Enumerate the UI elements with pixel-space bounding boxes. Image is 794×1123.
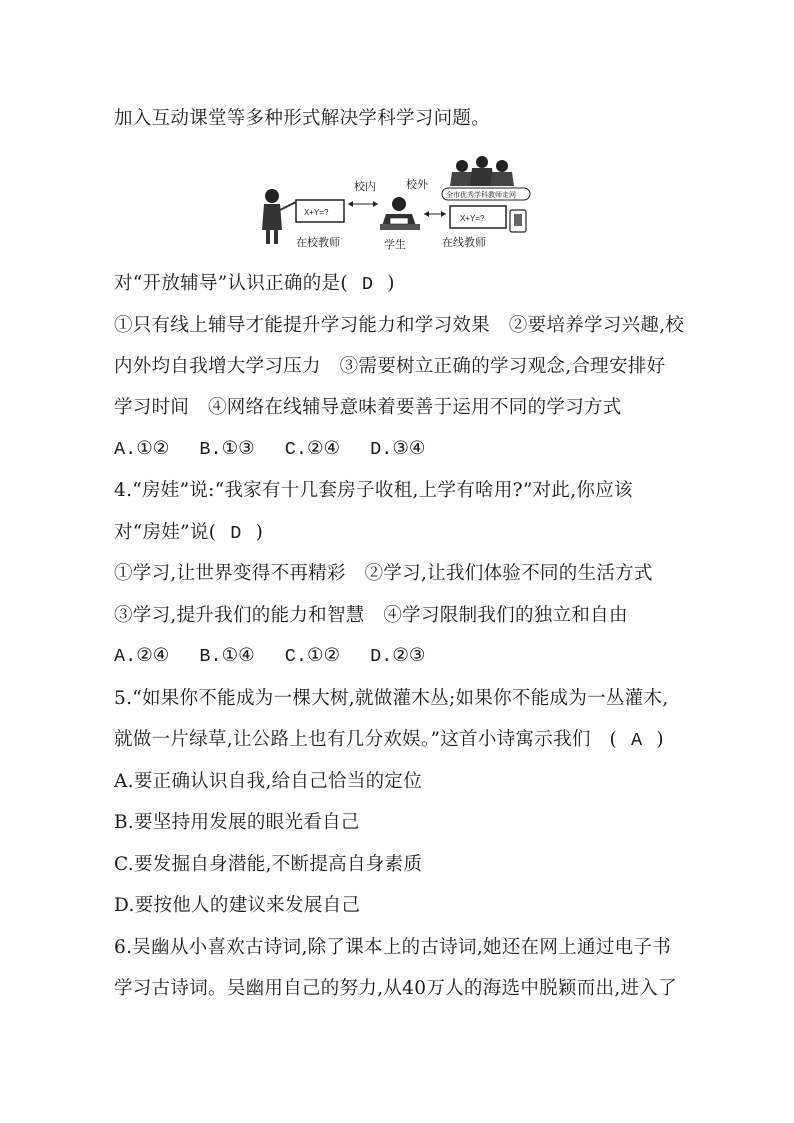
q4-option-d: D.②③ (370, 646, 426, 667)
q5-option-d: D.要按他人的建议来发展自己 (114, 895, 361, 916)
q4-answer: D (230, 523, 242, 544)
student-figure (380, 197, 420, 230)
q5-option-a: A.要正确认识自我,给自己恰当的定位 (114, 771, 423, 792)
q3-stem: 对“开放辅导”认识正确的是( D ) (114, 271, 395, 298)
q3-answer: D (361, 274, 374, 295)
online-teachers-group (450, 156, 514, 186)
q5-stem-line-1: 5.“如果你不能成为一棵大树,就做灌木丛;如果你不能成为一丛灌木, (114, 688, 669, 709)
q4-statement-line-1: ①学习,让世界变得不再精彩 ②学习,让我们体验不同的生活方式 (114, 563, 653, 584)
q4-statement-line-2: ③学习,提升我们的能力和智慧 ④学习限制我们的独立和自由 (114, 605, 628, 626)
banner-text: 全市优秀学科教师走网 (446, 191, 516, 199)
q5-answer: A (631, 730, 643, 751)
q6-stem-line-2: 学习古诗词。吴幽用自己的努力,从40万人的海选中脱颖而出,进入了 (114, 978, 677, 999)
q3-statement-line-1: ①只有线上辅导才能提升学习能力和学习效果 ②要培养学习兴趣,校 (114, 315, 685, 336)
q3-option-b: B.①③ (199, 439, 255, 460)
board-equation-left: X+Y=? (304, 208, 329, 217)
q3-statement-line-3: 学习时间 ④网络在线辅导意味着要善于运用不同的学习方式 (114, 397, 622, 418)
label-teacher-school: 在校教师 (296, 236, 340, 249)
q4-option-b: B.①④ (199, 646, 255, 667)
q4-stem-line-2: 对“房娃”说( D ) (114, 520, 263, 547)
q6-stem-line-1: 6.吴幽从小喜欢古诗词,除了课本上的古诗词,她还在网上通过电子书 (114, 937, 672, 958)
q5-option-c: C.要发掘自身潜能,不断提高自身素质 (114, 854, 423, 875)
q4-option-a: A.②④ (114, 646, 170, 667)
q4-options (114, 644, 426, 670)
label-outside: 校外 (406, 178, 428, 191)
q5-option-b: B.要坚持用发展的眼光看自己 (114, 812, 360, 833)
school-teacher-figure (262, 189, 296, 244)
label-inside: 校内 (354, 180, 376, 193)
label-student: 学生 (384, 238, 406, 251)
intro-line: 加入互动课堂等多种形式解决学科学习问题。 (114, 108, 491, 129)
label-teacher-online: 在线教师 (442, 236, 486, 249)
q3-option-d: D.③④ (370, 439, 426, 460)
q4-stem-line-1: 4.“房娃”说:“我家有十几套房子收租,上学有啥用?”对此,你应该 (114, 480, 633, 501)
q3-options (114, 437, 426, 463)
q5-stem-line-2: 就做一片绿草,让公路上也有几分欢娱。”这首小诗寓示我们 ( A ) (114, 727, 664, 754)
q3-statement-line-2: 内外均自我增大学习压力 ③需要树立正确的学习观念,合理安排好 (114, 356, 666, 377)
q3-option-a: A.①② (114, 439, 170, 460)
board-equation-right: X+Y=? (460, 214, 485, 223)
q4-option-c: C.①② (284, 646, 341, 667)
q3-option-c: C.②④ (284, 439, 341, 460)
tutoring-illustration (256, 152, 534, 256)
